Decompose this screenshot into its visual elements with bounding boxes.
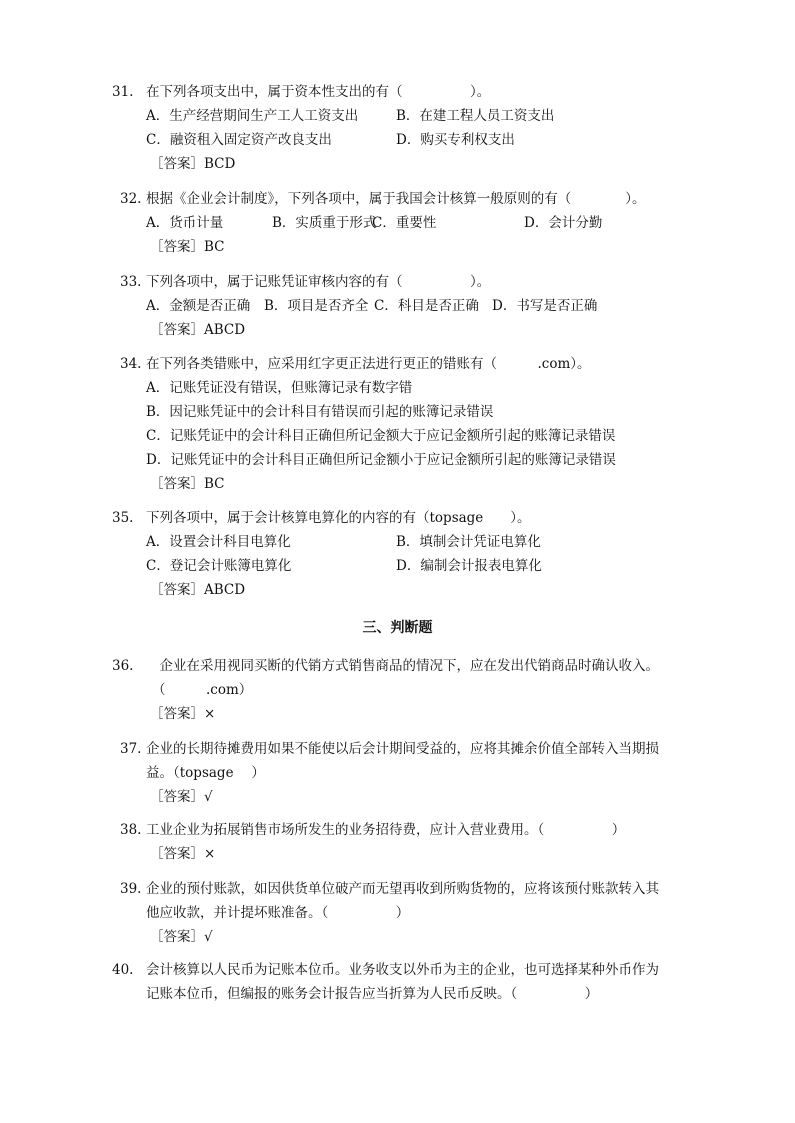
option-d: D．购买专利权支出 [396, 132, 515, 148]
option-d: D．书写是否正确 [492, 298, 598, 314]
option-d: D．记账凭证中的会计科目正确但所记金额小于应记金额所引起的账簿记录错误 [146, 452, 616, 468]
question-line-1: 会计核算以人民币为记账本位币。业务收支以外币为主的企业，也可选择某种外币作为 [146, 962, 659, 978]
question-34 [112, 352, 692, 496]
option-c: C．重要性 [372, 215, 437, 231]
option-c: C．融资租入固定资产改良支出 [146, 132, 332, 148]
options-row [146, 294, 692, 318]
answer: ［答案］ABCD [150, 582, 246, 598]
option-c: C．记账凭证中的会计科目正确但所记金额大于应记金额所引起的账簿记录错误 [146, 428, 616, 444]
question-37 [112, 737, 692, 809]
answer: ［答案］BC [150, 476, 225, 492]
option-a: A．记账凭证没有错误，但账簿记录有数字错 [146, 380, 413, 396]
options-row-2 [146, 554, 692, 578]
question-stem: 根据《企业会计制度》，下列各项中，属于我国会计核算一般原则的有（ ）。 [146, 191, 646, 207]
question-number: 31. [112, 84, 134, 100]
option-a: A．货币计量 [146, 215, 224, 231]
question-line-1: 企业的长期待摊费用如果不能使以后会计期间受益的，应将其摊余价值全部转入当期损 [146, 741, 659, 757]
answer: ［答案］√ [150, 789, 213, 805]
question-number: 36. [112, 658, 134, 674]
section-title: 三、判断题 [362, 620, 433, 636]
question-40 [112, 958, 692, 1006]
options-row-1 [146, 104, 692, 128]
option-c: C．科目是否正确 [374, 298, 479, 314]
option-a: A．金额是否正确 [146, 298, 251, 314]
question-line-2: （ .com） [152, 682, 253, 698]
options-row [146, 211, 692, 235]
question-number: 37. [120, 741, 142, 757]
option-d: D．会计分勤 [524, 215, 603, 231]
question-32 [112, 187, 692, 259]
option-a: A．生产经营期间生产工人工资支出 [146, 108, 359, 124]
question-33 [112, 270, 692, 342]
question-line-1: 企业的预付账款，如因供货单位破产而无望再收到所购货物的，应将该预付账款转入其 [146, 881, 659, 897]
question-number: 33. [120, 274, 142, 290]
question-stem: 下列各项中，属于会计核算电算化的内容的有（topsage ）。 [146, 510, 531, 526]
option-b: B．实质重于形式 [272, 215, 377, 231]
answer: ［答案］ABCD [150, 322, 246, 338]
option-b: B．填制会计凭证电算化 [396, 534, 541, 550]
answer: ［答案］× [150, 706, 216, 722]
question-line-2: 他应收款，并计提坏账准备。（ ） [146, 905, 410, 921]
question-38 [112, 818, 692, 866]
question-number: 40. [112, 962, 134, 978]
question-number: 34. [120, 356, 142, 372]
question-line-2: 益。（topsage ） [146, 765, 265, 781]
option-a: A．设置会计科目电算化 [146, 534, 291, 550]
option-d: D．编制会计报表电算化 [396, 558, 542, 574]
option-b: B．在建工程人员工资支出 [396, 108, 555, 124]
question-number: 35. [112, 510, 134, 526]
question-39 [112, 877, 692, 949]
question-line-2: 记账本位币，但编报的账务会计报告应当折算为人民币反映。（ ） [146, 986, 599, 1002]
answer: ［答案］BC [150, 239, 225, 255]
option-c: C．登记会计账簿电算化 [146, 558, 292, 574]
question-stem: 下列各项中，属于记账凭证审核内容的有（ ）。 [146, 274, 491, 290]
question-line-1: 工业企业为拓展销售市场所发生的业务招待费，应计入营业费用。（ ） [146, 822, 626, 838]
question-line-1: 企业在采用视同买断的代销方式销售商品的情况下，应在发出代销商品时确认收入。 [146, 658, 659, 674]
answer: ［答案］BCD [150, 156, 236, 172]
option-b: B．因记账凭证中的会计科目有错误而引起的账簿记录错误 [146, 404, 494, 420]
question-number: 32. [120, 191, 142, 207]
question-number: 38. [120, 822, 142, 838]
option-b: B．项目是否齐全 [264, 298, 369, 314]
question-31 [112, 80, 692, 176]
answer: ［答案］× [150, 846, 216, 862]
question-36 [112, 654, 692, 726]
question-number: 39. [120, 881, 142, 897]
options-row-1 [146, 530, 692, 554]
options-row-2 [146, 128, 692, 152]
answer: ［答案］√ [150, 929, 213, 945]
question-35 [112, 506, 692, 602]
question-stem: 在下列各类错账中，应采用红字更正法进行更正的错账有（ .com）。 [146, 356, 591, 372]
question-stem: 在下列各项支出中，属于资本性支出的有（ ）。 [146, 84, 491, 100]
